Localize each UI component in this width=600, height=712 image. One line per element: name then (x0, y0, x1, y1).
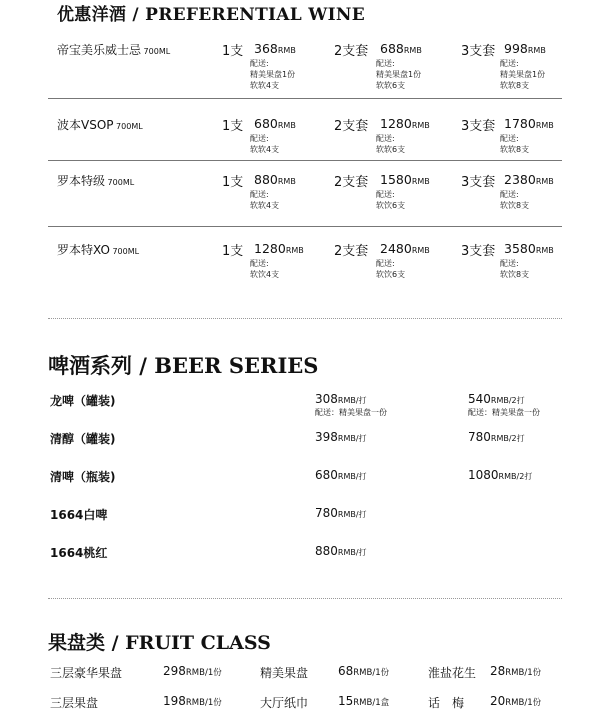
wine-note: 配送: (376, 59, 395, 68)
beer-name: 1664桃红 (50, 546, 108, 560)
price-unit: RMB/2打 (490, 434, 525, 443)
price-value: 3580 (504, 241, 536, 256)
wine-name (57, 241, 139, 258)
wine-qty: 2支套 (334, 244, 369, 259)
wine-note: 配送: (250, 190, 269, 199)
beer-price-dozen (315, 392, 367, 406)
price-value: 880 (254, 172, 278, 187)
wine-note: 软饮6支 (376, 201, 406, 210)
wine-price (380, 241, 430, 256)
price-value: 1580 (380, 172, 412, 187)
wine-price (380, 172, 430, 187)
beer-price-dozen (315, 544, 367, 558)
price-unit: RMB (277, 177, 296, 186)
fruit-name: 精美果盘 (260, 666, 309, 680)
wine-note: 软饮8支 (500, 201, 530, 210)
wine-qty: 3支套 (461, 244, 496, 259)
price-value: 880 (315, 544, 338, 558)
wine-note: 配送: (250, 134, 269, 143)
price-value: 780 (468, 430, 491, 444)
price-value: 1080 (468, 468, 499, 482)
wine-price (504, 41, 546, 56)
fruit-name: 淮盐花生 (428, 666, 477, 680)
wine-volume: 700ML (109, 247, 140, 256)
wine-price (504, 241, 554, 256)
wine-name (57, 172, 134, 189)
price-value: 298 (163, 664, 186, 678)
wine-price (254, 116, 296, 131)
price-unit: RMB (403, 46, 422, 55)
wine-qty: 3支套 (461, 175, 496, 190)
wine-price (380, 41, 422, 56)
price-value: 68 (338, 664, 354, 678)
wine-volume: 700ML (113, 122, 143, 131)
price-value: 680 (254, 116, 278, 131)
beer-price-2dozen (468, 392, 525, 406)
fruit-name: 话 梅 (428, 696, 465, 710)
wine-note: 配送: (500, 134, 519, 143)
price-value: 688 (380, 41, 404, 56)
wine-name-text: 帝宝美乐威士忌 (57, 43, 142, 57)
beer-name: 清醇（罐装) (50, 432, 116, 446)
wine-qty: 1支 (222, 175, 244, 190)
price-value: 2380 (504, 172, 536, 187)
wine-note: 软软4支 (250, 201, 280, 210)
wine-name-text: 波本VSOP (57, 118, 114, 132)
price-unit: RMB/1份 (185, 668, 222, 678)
beer-note: 配送：精美果盘一份 (315, 408, 387, 417)
divider (48, 598, 562, 599)
wine-name-text: 罗本特XO (57, 243, 110, 257)
fruit-name: 三层果盘 (50, 696, 99, 710)
wine-price (254, 241, 304, 256)
wine-note: 软饮4支 (250, 270, 280, 279)
price-unit: RMB (285, 246, 304, 255)
fruit-price (490, 694, 541, 708)
price-unit: RMB (277, 121, 296, 130)
wine-qty: 2支套 (334, 44, 369, 59)
price-unit: RMB (535, 177, 554, 186)
wine-qty: 1支 (222, 44, 244, 59)
wine-note: 软软6支 (376, 145, 406, 154)
beer-name: 1664白啤 (50, 508, 108, 522)
wine-note: 配送: (500, 259, 519, 268)
wine-note: 配送: (500, 190, 519, 199)
price-value: 308 (315, 392, 338, 406)
wine-section-title: 优惠洋酒 / PREFERENTIAL WINE (57, 5, 365, 25)
price-value: 1280 (380, 116, 412, 131)
beer-name: 清啤（瓶装) (50, 470, 116, 484)
price-unit: RMB/打 (337, 472, 367, 481)
wine-note: 配送: (250, 259, 269, 268)
price-unit: RMB/打 (337, 396, 367, 405)
price-unit: RMB (411, 177, 430, 186)
wine-note: 配送: (250, 59, 269, 68)
price-unit: RMB/1份 (353, 668, 390, 678)
wine-note: 软软6支 (376, 81, 406, 90)
price-value: 15 (338, 694, 354, 708)
wine-qty: 3支套 (461, 119, 496, 134)
beer-name: 龙啤（罐装) (50, 394, 116, 408)
price-unit: RMB/打 (337, 548, 367, 557)
wine-note: 配送: (376, 259, 395, 268)
fruit-price (338, 694, 389, 708)
wine-volume: 700ML (105, 178, 135, 187)
price-value: 1780 (504, 116, 536, 131)
wine-qty: 2支套 (334, 119, 369, 134)
wine-note: 配送: (500, 59, 519, 68)
wine-note: 软软8支 (500, 81, 530, 90)
price-unit: RMB/1份 (505, 698, 542, 708)
wine-note: 软软8支 (500, 145, 530, 154)
fruit-price (338, 664, 389, 678)
wine-volume: 700ML (141, 47, 171, 56)
beer-section-title: 啤酒系列 / BEER SERIES (48, 353, 319, 378)
wine-note: 软饮8支 (500, 270, 530, 279)
price-value: 998 (504, 41, 528, 56)
wine-note: 精美果盘1份 (376, 70, 422, 79)
price-value: 398 (315, 430, 338, 444)
price-value: 2480 (380, 241, 412, 256)
price-unit: RMB (535, 246, 554, 255)
price-unit: RMB (411, 121, 430, 130)
wine-qty: 1支 (222, 119, 244, 134)
fruit-name: 三层豪华果盘 (50, 666, 123, 680)
beer-note: 配送：精美果盘一份 (468, 408, 540, 417)
beer-price-dozen (315, 468, 367, 482)
beer-price-2dozen (468, 430, 525, 444)
divider (48, 98, 562, 99)
price-unit: RMB/2打 (498, 472, 533, 481)
price-unit: RMB (527, 46, 546, 55)
price-value: 368 (254, 41, 278, 56)
price-value: 1280 (254, 241, 286, 256)
wine-qty: 3支套 (461, 44, 496, 59)
price-unit: RMB/2打 (490, 396, 525, 405)
price-value: 540 (468, 392, 491, 406)
fruit-section-title: 果盘类 / FRUIT CLASS (48, 632, 271, 654)
price-value: 198 (163, 694, 186, 708)
beer-price-2dozen (468, 468, 532, 482)
wine-note: 精美果盘1份 (500, 70, 546, 79)
price-unit: RMB/1盒 (353, 698, 390, 708)
wine-qty: 1支 (222, 244, 244, 259)
wine-note: 软软4支 (250, 145, 280, 154)
price-value: 28 (490, 664, 506, 678)
fruit-price (490, 664, 541, 678)
wine-price (504, 172, 554, 187)
wine-name (57, 116, 143, 133)
wine-price (504, 116, 554, 131)
wine-price (380, 116, 430, 131)
wine-note: 软饮6支 (376, 270, 406, 279)
price-value: 20 (490, 694, 506, 708)
wine-note: 配送: (376, 134, 395, 143)
divider (48, 160, 562, 161)
wine-name (57, 41, 170, 58)
wine-qty: 2支套 (334, 175, 369, 190)
beer-price-dozen (315, 506, 367, 520)
wine-note: 软软4支 (250, 81, 280, 90)
price-unit: RMB/打 (337, 434, 367, 443)
fruit-price (163, 664, 222, 678)
price-value: 780 (315, 506, 338, 520)
divider (48, 318, 562, 319)
price-unit: RMB (535, 121, 554, 130)
wine-note: 配送: (376, 190, 395, 199)
price-unit: RMB/1份 (185, 698, 222, 708)
beer-price-dozen (315, 430, 367, 444)
price-unit: RMB (411, 246, 430, 255)
fruit-price (163, 694, 222, 708)
fruit-name: 大厅纸巾 (260, 696, 309, 710)
wine-price (254, 41, 296, 56)
price-unit: RMB (277, 46, 296, 55)
price-value: 680 (315, 468, 338, 482)
wine-price (254, 172, 296, 187)
divider (48, 226, 562, 227)
price-unit: RMB/1份 (505, 668, 542, 678)
price-unit: RMB/打 (337, 510, 367, 519)
wine-note: 精美果盘1份 (250, 70, 296, 79)
wine-name-text: 罗本特级 (57, 174, 106, 188)
